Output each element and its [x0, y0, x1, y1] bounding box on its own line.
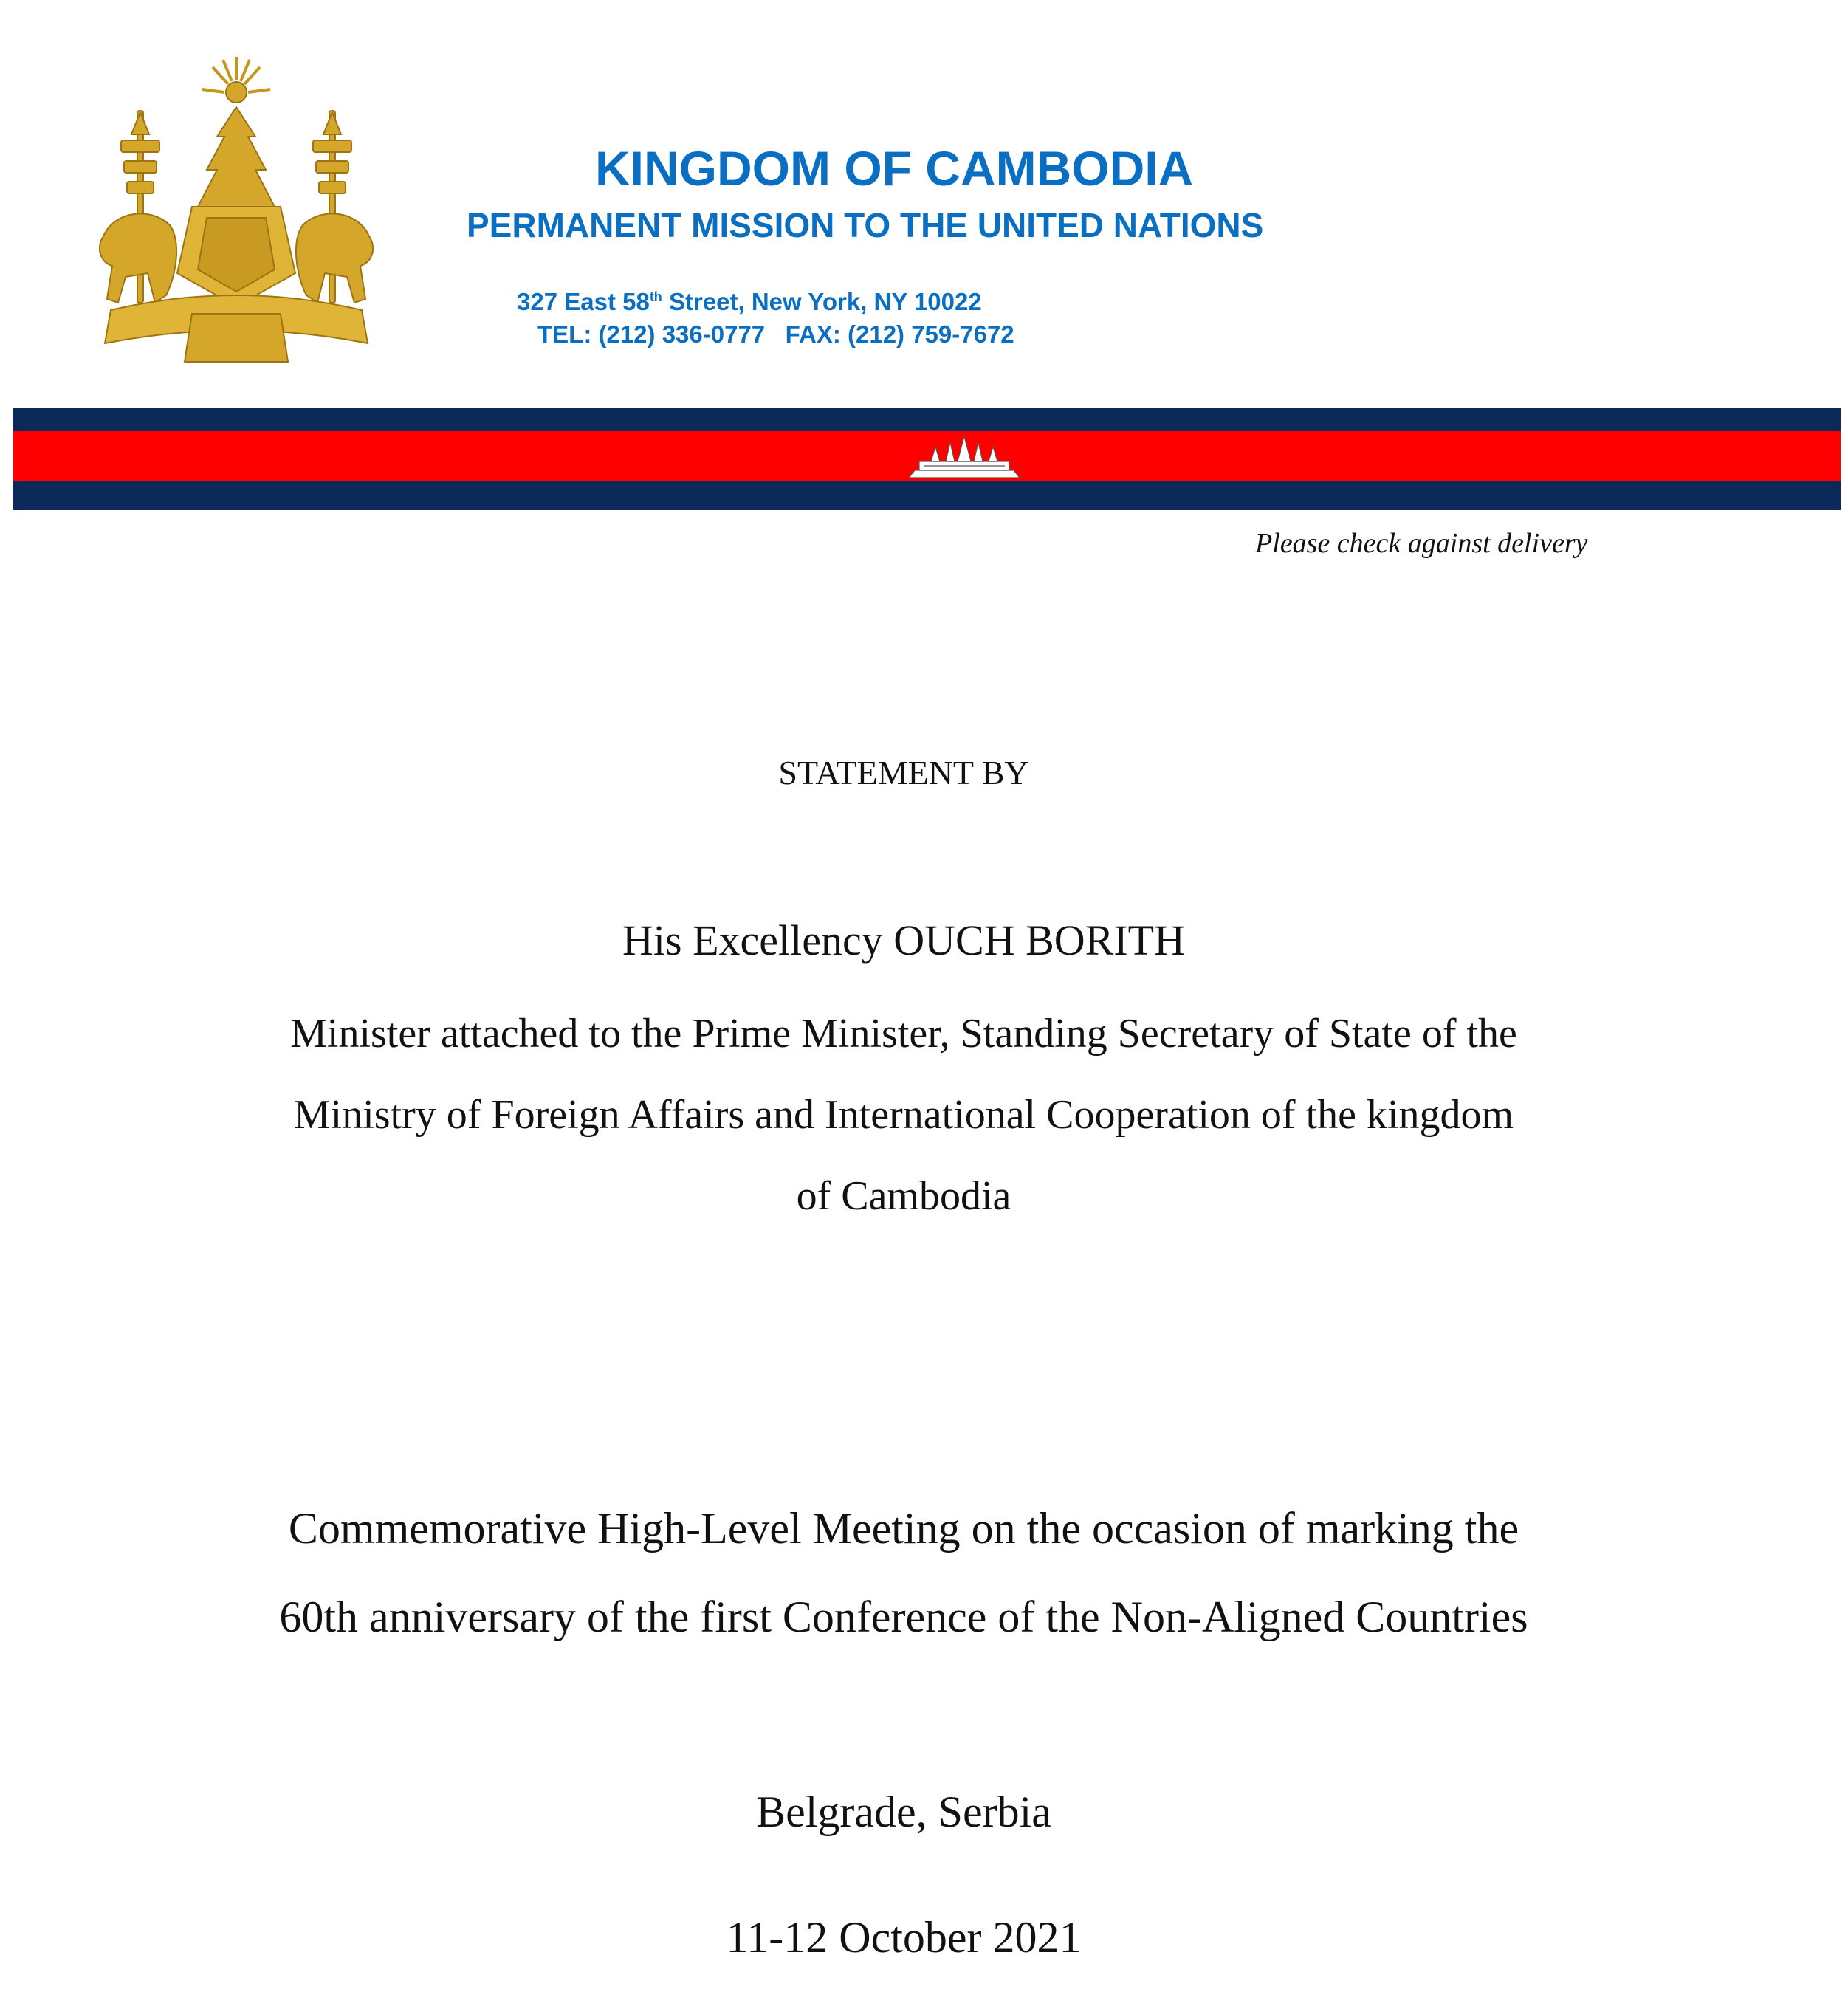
letterhead-address [517, 288, 982, 316]
check-against-delivery-note: Please check against delivery [1255, 528, 1588, 559]
letterhead-tel-fax: TEL: (212) 336-0777 FAX: (212) 759-7672 [537, 320, 1014, 348]
meeting-title-line: 60th anniversary of the first Conference of the Non-Aligned Countries [279, 1593, 1528, 1641]
royal-arms-emblem-icon [81, 52, 391, 377]
speaker-role-line: of Cambodia [796, 1173, 1011, 1219]
address-rest: Street, New York, NY 10022 [662, 288, 982, 315]
flag-band-bottom [13, 481, 1841, 510]
letterhead-title: KINGDOM OF CAMBODIA [595, 141, 1194, 196]
speaker-role-line: Ministry of Foreign Affairs and International Cooperation of the kingdom [293, 1092, 1514, 1138]
letterhead-subtitle: PERMANENT MISSION TO THE UNITED NATIONS [467, 206, 1264, 244]
address-street-number: 327 East 58 [517, 288, 650, 315]
speaker-name: His Excellency OUCH BORITH [622, 916, 1185, 964]
statement-by-heading: STATEMENT BY [778, 754, 1029, 791]
speaker-role-line: Minister attached to the Prime Minister, Standing Secretary of State of the [290, 1011, 1517, 1057]
speaker-role [0, 993, 1807, 1237]
angkor-wat-temple-icon [909, 435, 1020, 479]
meeting-place: Belgrade, Serbia [756, 1787, 1051, 1836]
meeting-date: 11-12 October 2021 [726, 1913, 1082, 1962]
address-ordinal-suffix: th [649, 289, 662, 304]
meeting-title [0, 1484, 1807, 1661]
meeting-title-line: Commemorative High-Level Meeting on the occasion of marking the [288, 1504, 1519, 1553]
cambodia-flag-band [13, 408, 1841, 510]
flag-band-top [13, 408, 1841, 431]
